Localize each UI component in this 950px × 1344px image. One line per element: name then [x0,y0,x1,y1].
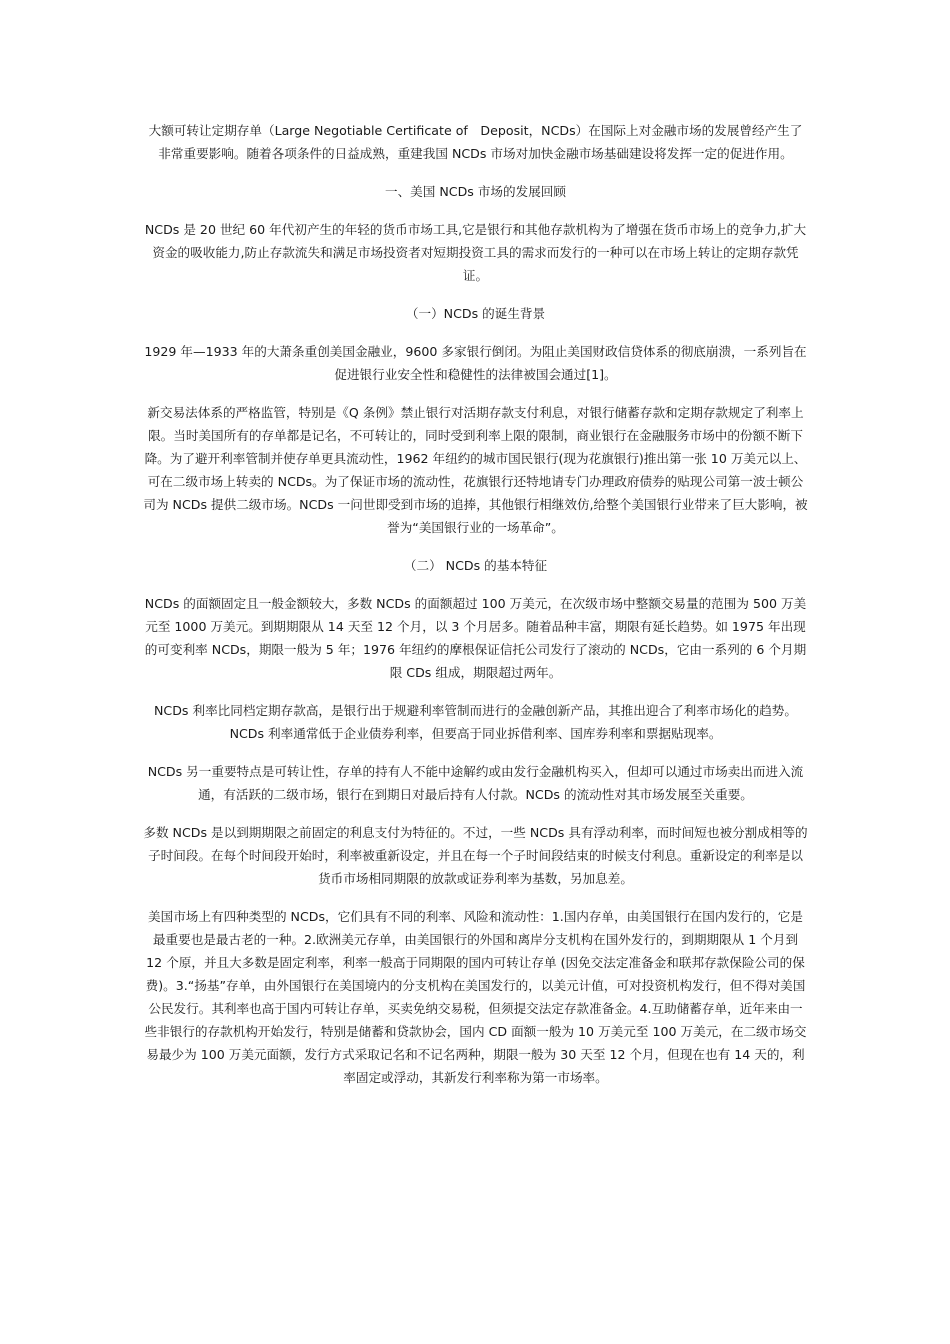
subsection-heading-1: （一）NCDs 的诞生背景 [405,306,546,321]
sub2-paragraph-2: NCDs 利率比同档定期存款高，是银行出于规避利率管制而进行的金融创新产品，其推出迎合了利率市场化的趋势。NCDs 利率通常低于企业债券利率，但要高于同业拆借利率、国库券利率和票据贴现率。 [154,703,797,741]
document-page [143,119,808,1089]
sub1-paragraph-1: 1929 年—1933 年的大萧条重创美国金融业，9600 多家银行倒闭。为阻止美国财政信贷体系的彻底崩溃，一系列旨在促进银行业安全性和稳健性的法律被国会通过[1]。 [144,344,807,382]
sub2-paragraph-4: 多数 NCDs 是以到期期限之前固定的利息支付为特征的。不过，一些 NCDs 具有浮动利率，而时间短也被分割成相等的子时间段。在每个时间段开始时，利率被重新设定，并且在每一个子时间段结束的时候支付利息。重新设定的利率是以货币市场相同期限的放款或证券利率为基数，另加息差。 [143,825,808,886]
subsection-heading-2: （二） NCDs 的基本特征 [403,558,548,573]
section-heading-1: 一、美国 NCDs 市场的发展回顾 [384,184,566,199]
sub1-paragraph-2: 新交易法体系的严格监管，特别是《Q 条例》禁止银行对活期存款支付利息，对银行储蓄存款和定期存款规定了利率上限。当时美国所有的存单都是记名，不可转让的，同时受到利率上限的限制，商业银行在金融服务市场中的份额不断下降。为了避开利率管制并使存单更具流动性，1962 年纽约的城市国民银行(现为花旗银行)推出第一张 10 万美元以上、可在二级市场上转卖的 NCDs。为了保证市场的流动性，花旗银行还特地请专门办理政府债券的贴现公司第一波士顿公司为 NCDs 提供二级市场。NCDs 一问世即受到市场的追捧，其他银行相继效仿,给整个美国银行业带来了巨大影响，被誉为“美国银行业的一场革命”。 [143,405,808,535]
sub2-paragraph-3: NCDs 另一重要特点是可转让性，存单的持有人不能中途解约或由发行金融机构买入，但却可以通过市场卖出而进入流通，有活跃的二级市场，银行在到期日对最后持有人付款。NCDs 的流动性对其市场发展至关重要。 [147,764,804,802]
sub2-paragraph-5: 美国市场上有四种类型的 NCDs，它们具有不同的利率、风险和流动性：1.国内存单，由美国银行在国内发行的，它是最重要也是最古老的一种。2.欧洲美元存单，由美国银行的外国和离岸分支机构在国外发行的，到期期限从 1 个月到 12 个原，并且大多数是固定利率，利率一般高于同期限的国内可转让存单 (因免交法定准备金和联邦存款保险公司的保费)。3.“扬基”存单，由外国银行在美国境内的分支机构在美国发行的，以美元计值，可对投资机构发行，但不得对美国公民发行。其利率也高于国内可转让存单，买卖免纳交易税，但须提交法定存款准备金。4.互助储蓄存单，近年来由一些非银行的存款机构开始发行，特别是储蓄和贷款协会，国内 CD 面额一般为 10 万美元至 100 万美元，在二级市场交易最少为 100 万美元面额，发行方式采取记名和不记名两种，期限一般为 30 天至 12 个月，但现在也有 14 天的，利率固定或浮动，其新发行利率称为第一市场率。 [144,909,807,1085]
sub2-paragraph-1: NCDs 的面额固定且一般金额较大，多数 NCDs 的面额超过 100 万美元，在次级市场中整额交易量的范围为 500 万美元至 1000 万美元。到期期限从 14 天至 12 个月，以 3 个月居多。随着品种丰富，期限有延长趋势。如 1975 年出现的可变利率 NCDs，期限一般为 5 年；1976 年纽约的摩根保证信托公司发行了滚动的 NCDs，它由一系列的 6 个月期限 CDs 组成，期限超过两年。 [144,596,807,680]
intro-paragraph: 大额可转让定期存单（Large Negotiable Certificate of Deposit，NCDs）在国际上对金融市场的发展曾经产生了非常重要影响。随着各项条件的日益成熟，重建我国 NCDs 市场对加快金融市场基础建设将发挥一定的促进作用。 [148,123,803,161]
section1-paragraph: NCDs 是 20 世纪 60 年代初产生的年轻的货币市场工具,它是银行和其他存款机构为了增强在货币市场上的竞争力,扩大资金的吸收能力,防止存款流失和满足市场投资者对短期投资工具的需求而发行的一种可以在市场上转让的定期存款凭证。 [144,222,807,283]
